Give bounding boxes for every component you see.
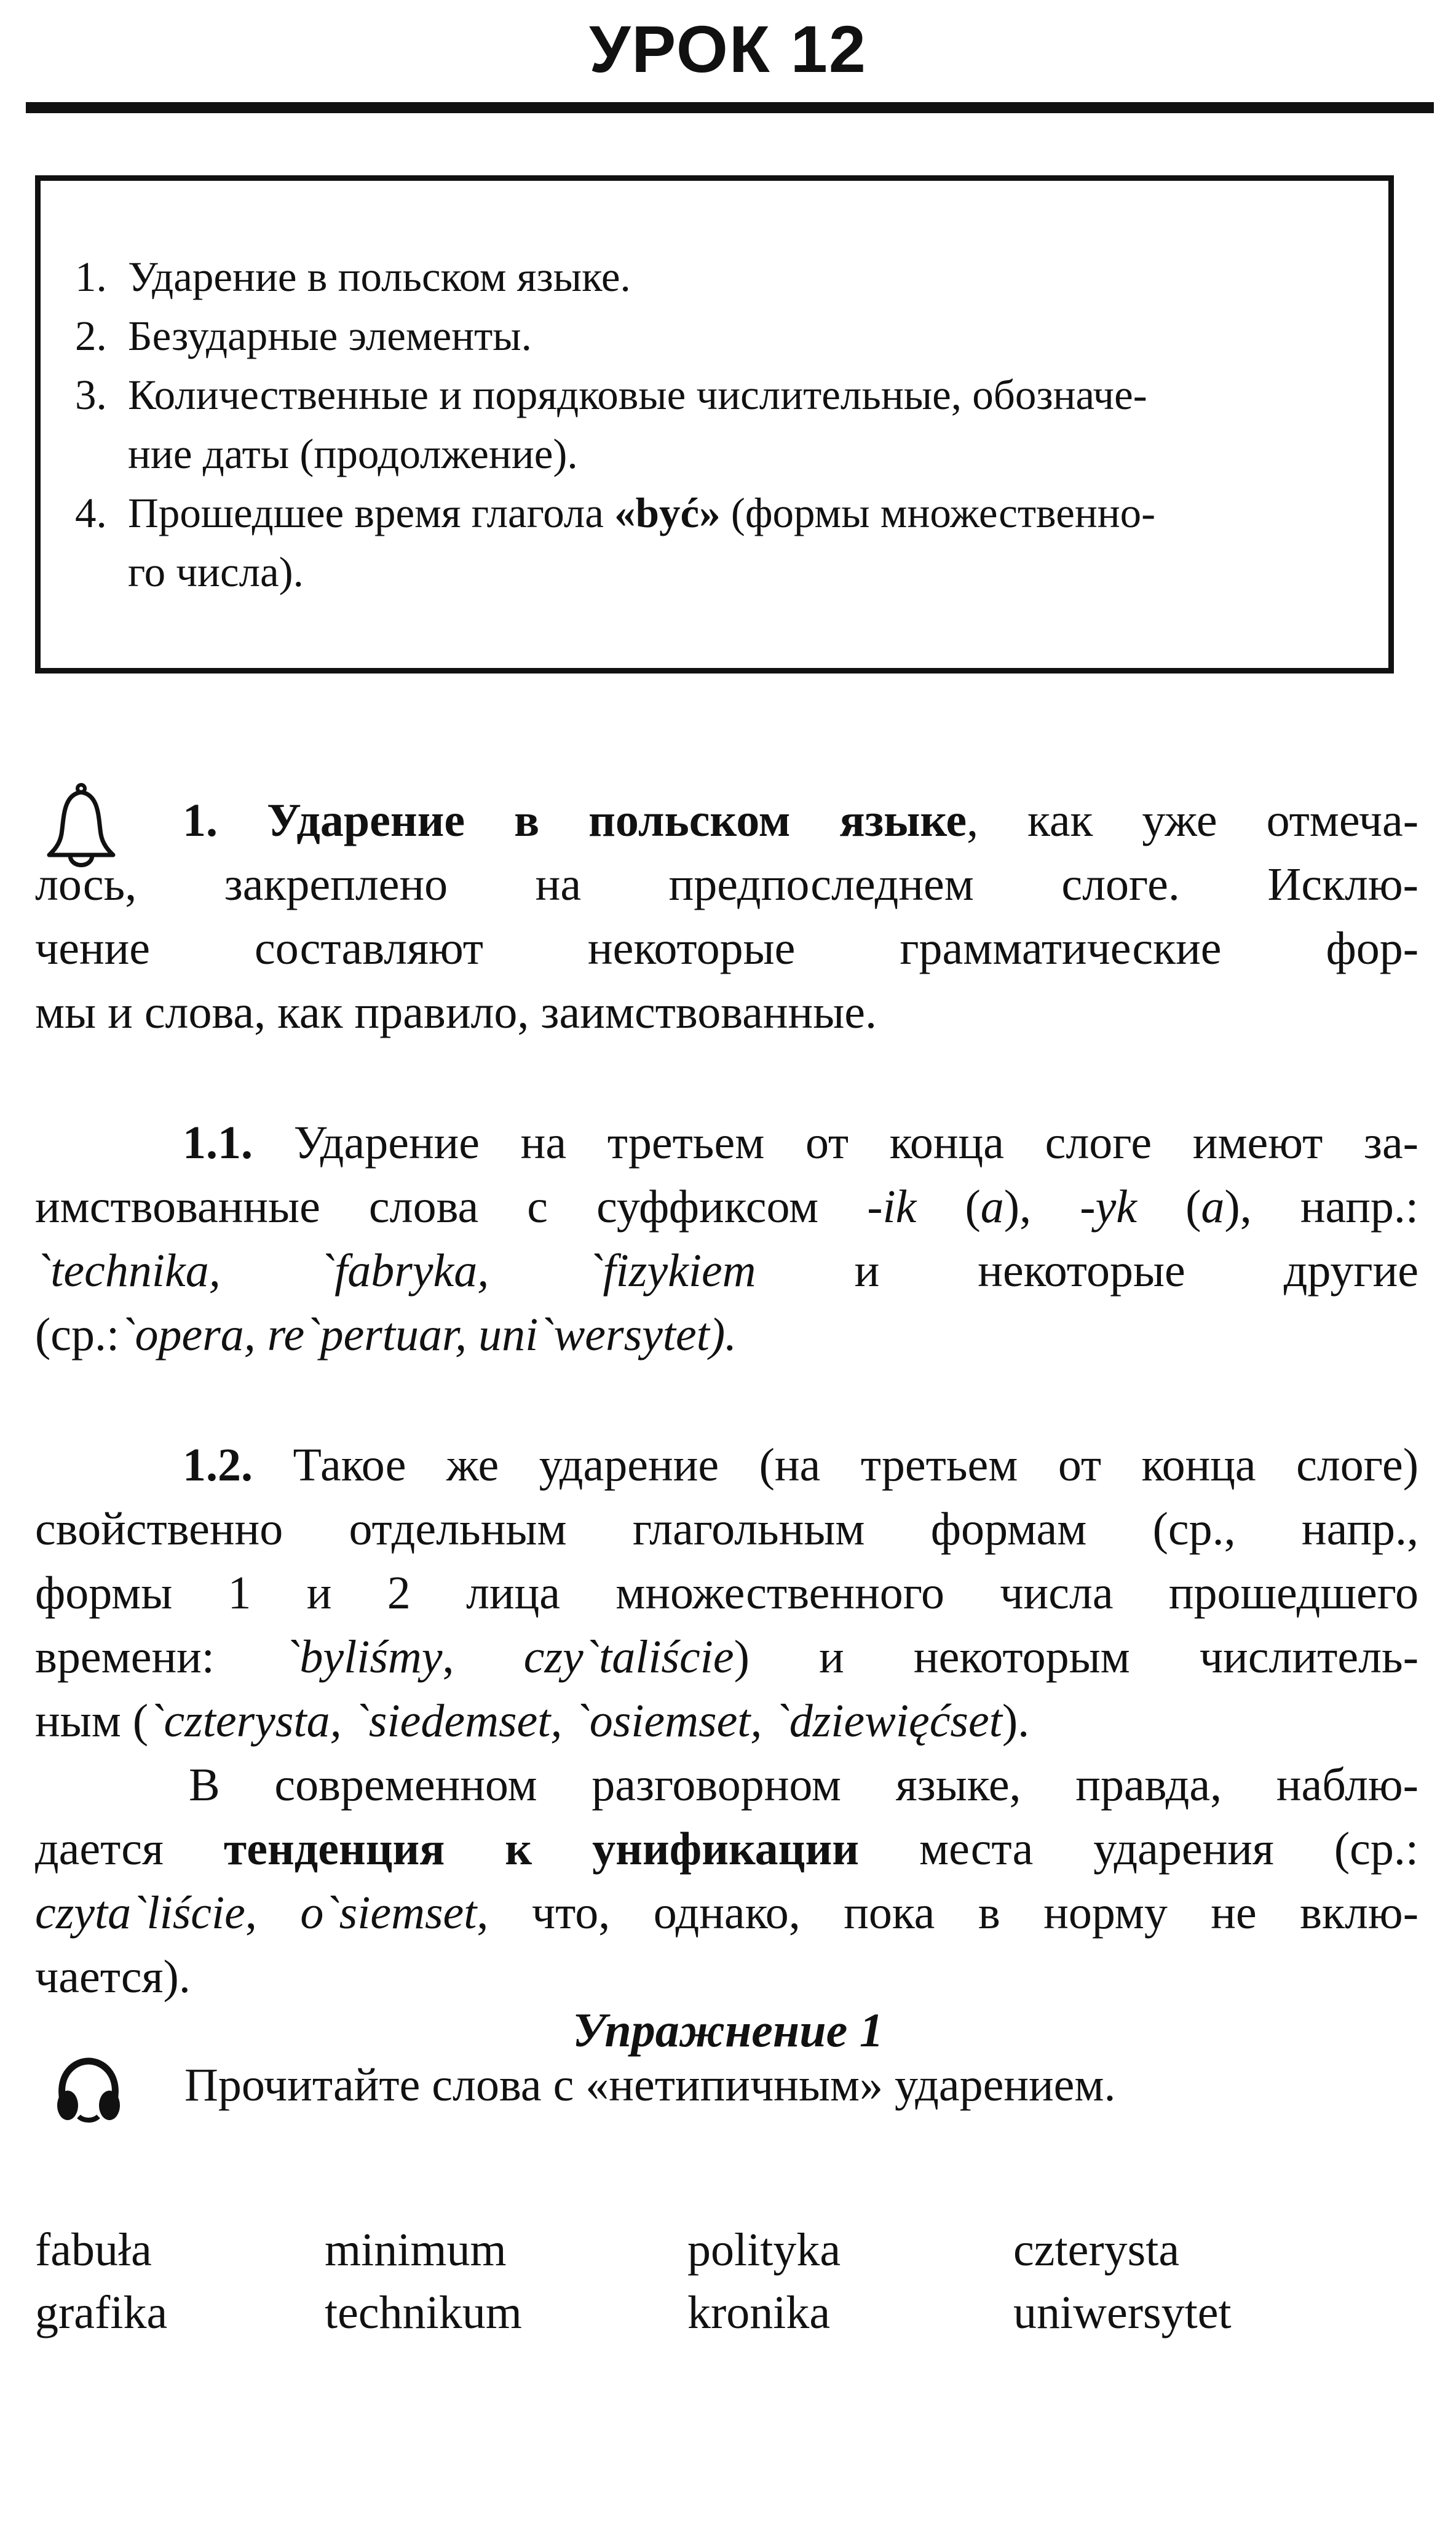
text-fragment: ), напр.: bbox=[1224, 1181, 1419, 1233]
example-word: czyta`liście bbox=[35, 1887, 245, 1939]
topics-box bbox=[35, 175, 1394, 673]
key-term: тенденция к унификации bbox=[223, 1823, 860, 1875]
exercise-title: Упражнение 1 bbox=[572, 2003, 884, 2057]
text-line: чается). bbox=[35, 1951, 191, 2003]
text-line bbox=[35, 789, 1418, 852]
text-line bbox=[35, 1239, 1418, 1303]
text-line bbox=[35, 1111, 1418, 1175]
topic-item bbox=[75, 306, 1360, 365]
example-word: `fizykiem bbox=[587, 1245, 756, 1297]
section-modern-usage bbox=[35, 1753, 1418, 1945]
section-modern-last-line bbox=[35, 1945, 1418, 2009]
topics-list bbox=[75, 247, 1360, 602]
text-fragment: и bbox=[854, 1245, 880, 1297]
text-fragment: Такое же ударение (на третьем от конца слоге) bbox=[253, 1439, 1418, 1491]
topic-text-line: го числа). bbox=[128, 549, 304, 595]
text-line: свойственно отдельным глагольным формам (ср., напр., bbox=[35, 1503, 1418, 1555]
topic-text-block bbox=[128, 365, 1360, 483]
text-fragment: ) и некоторым числитель- bbox=[734, 1631, 1418, 1683]
text-line bbox=[35, 1175, 1418, 1239]
suffix: -ik bbox=[867, 1181, 917, 1233]
example-words: `czterysta, `siedemset, `osiemset, `dziewięćset bbox=[148, 1695, 1002, 1747]
section-1-2 bbox=[35, 1433, 1418, 1689]
text-fragment: Ударение на третьем от конца слоге имеют за- bbox=[253, 1117, 1418, 1169]
section-stress-intro bbox=[35, 789, 1418, 980]
subsection-number: 1.1. bbox=[183, 1117, 253, 1169]
text-line: чение составляют некоторые грамматические фор- bbox=[35, 923, 1418, 974]
topic-text-line: Количественные и порядковые числительные, обозначе- bbox=[128, 371, 1147, 418]
lesson-title: УРОК 12 bbox=[589, 12, 867, 86]
text-fragment: ным ( bbox=[35, 1695, 149, 1747]
topic-text: Прошедшее время глагола bbox=[128, 490, 615, 536]
section-1-2-last-line bbox=[35, 1689, 1418, 1753]
text-line bbox=[35, 1817, 1418, 1881]
text-line bbox=[35, 1303, 1418, 1367]
text-line: В современном разговорном языке, правда, наблю- bbox=[189, 1759, 1418, 1811]
suffix-ending: a bbox=[1201, 1181, 1225, 1233]
text-line: мы и слова, как правило, заимствованные. bbox=[35, 987, 877, 1038]
topic-number: 2. bbox=[75, 312, 107, 359]
suffix-ending: a bbox=[980, 1181, 1004, 1233]
exercise-word: czterysta bbox=[1013, 2224, 1180, 2276]
verb-byc: «być» bbox=[614, 490, 721, 536]
suffix: -yk bbox=[1080, 1181, 1137, 1233]
text-fragment: ). bbox=[1002, 1695, 1030, 1747]
text-fragment: ( bbox=[916, 1181, 981, 1233]
title-rule bbox=[26, 102, 1434, 113]
exercise-word: grafika bbox=[35, 2287, 168, 2338]
example-words: `opera, re`pertuar, uni`wersytet). bbox=[119, 1309, 737, 1361]
topic-item bbox=[75, 365, 1360, 483]
topic-text-line: ние даты (продолжение). bbox=[128, 431, 578, 477]
subsection-number: 1.2. bbox=[183, 1439, 253, 1491]
exercise-instruction: Прочитайте слова с «нетипичным» ударением. bbox=[184, 2059, 1116, 2111]
text-line bbox=[35, 1881, 1418, 1945]
topic-number: 1. bbox=[75, 253, 107, 300]
example-word: o`siemset bbox=[300, 1887, 477, 1939]
topic-text: (формы множественно- bbox=[720, 490, 1156, 536]
topic-number: 3. bbox=[75, 371, 107, 418]
topic-text: Ударение в польском языке. bbox=[128, 253, 631, 300]
section-1-1-last-line bbox=[35, 1303, 1418, 1367]
section-heading: 1. Ударение в польском языке bbox=[183, 795, 967, 846]
text-line bbox=[35, 1433, 1418, 1497]
text-fragment: , что, однако, пока в норму не вклю- bbox=[477, 1887, 1418, 1939]
exercise-word: technikum bbox=[325, 2287, 522, 2338]
topic-text: Безударные элементы. bbox=[128, 312, 532, 359]
text-fragment: , как уже отмеча- bbox=[967, 795, 1419, 846]
text-fragment: ( bbox=[1137, 1181, 1201, 1233]
text-fragment: , bbox=[442, 1631, 524, 1683]
topic-number: 4. bbox=[75, 490, 107, 536]
exercise-word: minimum bbox=[325, 2224, 507, 2276]
text-fragment: (ср.: bbox=[35, 1309, 120, 1361]
example-word: `byliśmy bbox=[284, 1631, 443, 1683]
exercise-word: polityka bbox=[687, 2224, 841, 2276]
example-word: `fabryka, bbox=[318, 1245, 489, 1297]
text-fragment: времени: bbox=[35, 1631, 285, 1683]
text-fragment: имствованные слова с суффиксом bbox=[35, 1181, 868, 1233]
topic-item bbox=[75, 247, 1360, 306]
example-word: `technika, bbox=[35, 1245, 221, 1297]
exercise-word: uniwersytet bbox=[1013, 2287, 1232, 2338]
text-line bbox=[35, 1689, 1418, 1753]
section-1-1 bbox=[35, 1111, 1418, 1303]
section-stress-intro-last-line bbox=[35, 980, 1418, 1044]
exercise-word: kronika bbox=[687, 2287, 831, 2338]
topic-text-block bbox=[128, 483, 1360, 602]
exercise-word: fabuła bbox=[35, 2224, 152, 2276]
text-fragment: места ударения (ср.: bbox=[859, 1823, 1418, 1875]
topic-item bbox=[75, 483, 1360, 602]
text-fragment: некоторые bbox=[978, 1245, 1185, 1297]
text-fragment: , bbox=[245, 1887, 301, 1939]
topic-text-line bbox=[128, 483, 1360, 542]
text-line: лось, закреплено на предпоследнем слоге. Исклю- bbox=[35, 859, 1418, 910]
text-line bbox=[35, 1625, 1418, 1689]
text-fragment: ), bbox=[1003, 1181, 1080, 1233]
text-fragment: дается bbox=[35, 1823, 224, 1875]
headphones-icon bbox=[53, 2057, 124, 2125]
text-fragment: другие bbox=[1283, 1245, 1419, 1297]
text-line: формы 1 и 2 лица множественного числа прошедшего bbox=[35, 1567, 1418, 1619]
example-word: czy`taliście bbox=[523, 1631, 734, 1683]
